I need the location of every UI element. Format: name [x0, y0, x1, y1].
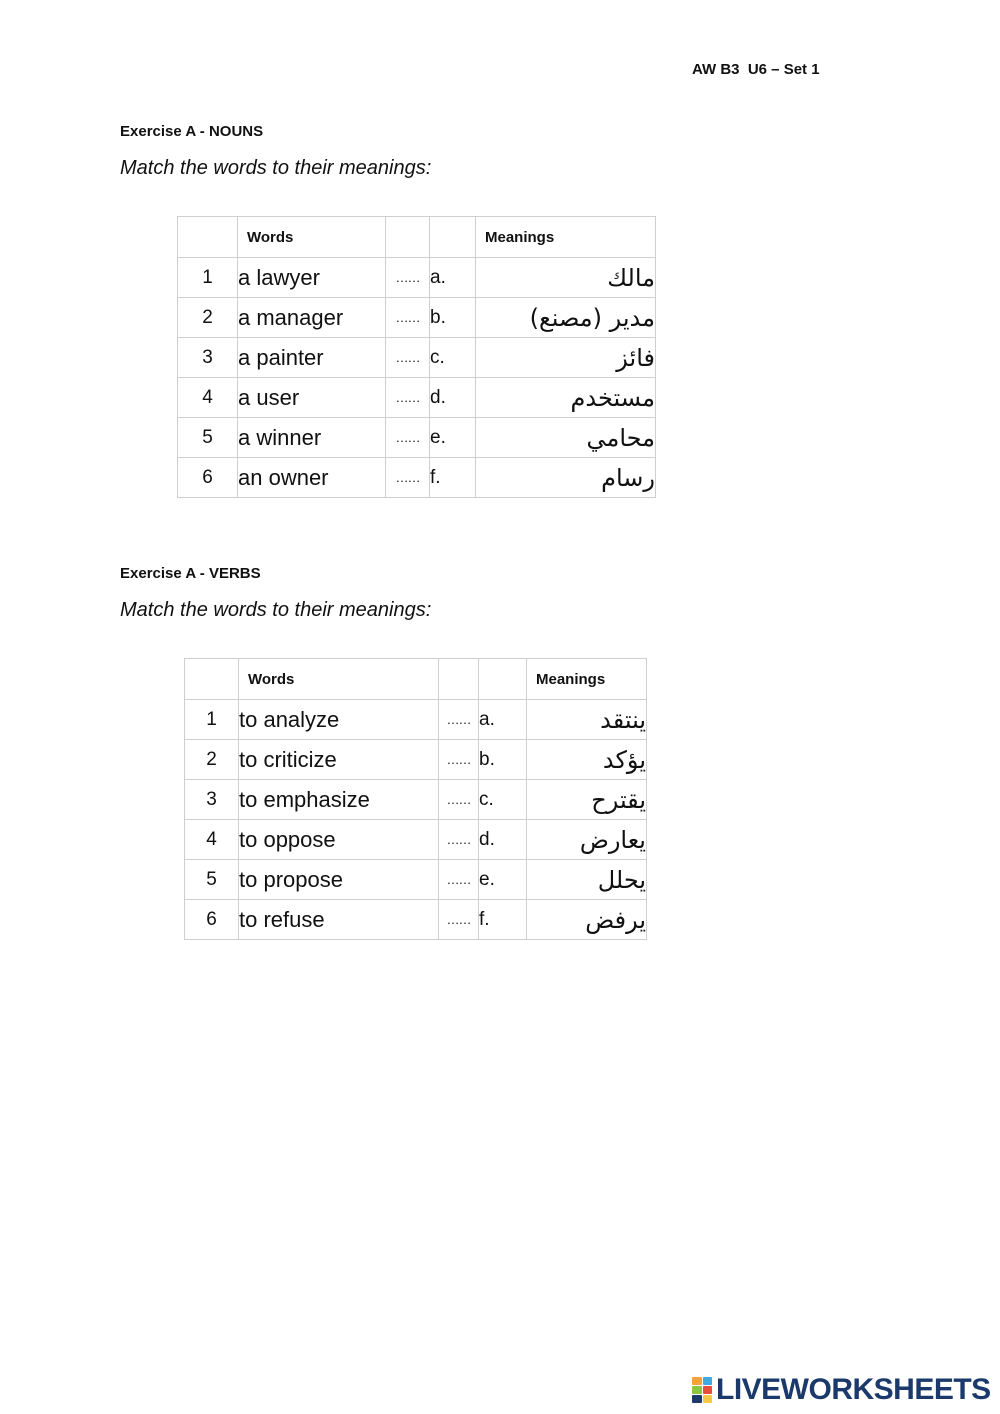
answer-blank[interactable]: ……: [439, 740, 479, 780]
liveworksheets-logo: [692, 1373, 991, 1407]
nouns-instruction: Match the words to their meanings:: [120, 157, 432, 179]
word-cell: a manager: [238, 298, 386, 338]
answer-header: [386, 217, 430, 258]
row-number: 4: [178, 378, 238, 418]
meaning-cell: محامي: [476, 418, 656, 458]
answer-blank[interactable]: ……: [386, 338, 430, 378]
row-number: 2: [185, 740, 239, 780]
meaning-cell: يؤكد: [527, 740, 647, 780]
logo-tile: [692, 1377, 702, 1385]
row-number: 1: [185, 700, 239, 740]
row-number: 3: [178, 338, 238, 378]
table-row: [185, 900, 647, 940]
meaning-cell: فائز: [476, 338, 656, 378]
meaning-letter: b.: [479, 740, 527, 780]
word-cell: to emphasize: [239, 780, 439, 820]
letter-header: [430, 217, 476, 258]
meaning-cell: مالك: [476, 258, 656, 298]
answer-blank[interactable]: ……: [439, 700, 479, 740]
answer-blank[interactable]: ……: [386, 418, 430, 458]
row-number: 2: [178, 298, 238, 338]
number-header: [178, 217, 238, 258]
letter-header: [479, 659, 527, 700]
number-header: [185, 659, 239, 700]
nouns-table: [177, 216, 656, 498]
meaning-cell: يقترح: [527, 780, 647, 820]
table-row: [178, 298, 656, 338]
nouns-header-row: [178, 217, 656, 258]
table-row: [185, 700, 647, 740]
meaning-cell: يرفض: [527, 900, 647, 940]
meanings-header: Meanings: [527, 659, 647, 700]
answer-blank[interactable]: ……: [386, 298, 430, 338]
table-row: [185, 780, 647, 820]
answer-blank[interactable]: ……: [439, 900, 479, 940]
table-row: [178, 258, 656, 298]
meaning-cell: مستخدم: [476, 378, 656, 418]
verbs-header-row: [185, 659, 647, 700]
table-row: [178, 458, 656, 498]
meaning-letter: e.: [479, 860, 527, 900]
meaning-letter: b.: [430, 298, 476, 338]
word-cell: to oppose: [239, 820, 439, 860]
meaning-cell: رسام: [476, 458, 656, 498]
meaning-cell: ينتقد: [527, 700, 647, 740]
answer-blank[interactable]: ……: [386, 258, 430, 298]
word-cell: to refuse: [239, 900, 439, 940]
worksheet-code: AW B3 U6 – Set 1: [692, 61, 820, 78]
row-number: 5: [185, 860, 239, 900]
row-number: 4: [185, 820, 239, 860]
table-row: [178, 418, 656, 458]
row-number: 1: [178, 258, 238, 298]
meaning-letter: f.: [479, 900, 527, 940]
verbs-table: [184, 658, 647, 940]
logo-tile: [703, 1395, 713, 1403]
answer-blank[interactable]: ……: [439, 860, 479, 900]
word-cell: to propose: [239, 860, 439, 900]
logo-tile: [692, 1395, 702, 1403]
word-cell: a painter: [238, 338, 386, 378]
words-header: Words: [239, 659, 439, 700]
meaning-letter: a.: [479, 700, 527, 740]
meaning-cell: مدير (مصنع): [476, 298, 656, 338]
answer-blank[interactable]: ……: [439, 780, 479, 820]
word-cell: an owner: [238, 458, 386, 498]
meaning-letter: f.: [430, 458, 476, 498]
answer-blank[interactable]: ……: [386, 458, 430, 498]
logo-tile: [703, 1386, 713, 1394]
logo-grid-icon: [692, 1377, 712, 1403]
row-number: 6: [185, 900, 239, 940]
answer-blank[interactable]: ……: [386, 378, 430, 418]
words-header: Words: [238, 217, 386, 258]
logo-tile: [692, 1386, 702, 1394]
meaning-letter: d.: [430, 378, 476, 418]
meanings-header: Meanings: [476, 217, 656, 258]
word-cell: a winner: [238, 418, 386, 458]
meaning-letter: a.: [430, 258, 476, 298]
table-row: [178, 338, 656, 378]
word-cell: a lawyer: [238, 258, 386, 298]
word-cell: to criticize: [239, 740, 439, 780]
verbs-exercise-title: Exercise A - VERBS: [120, 565, 261, 582]
table-row: [185, 820, 647, 860]
table-row: [185, 740, 647, 780]
logo-tile: [703, 1377, 713, 1385]
row-number: 6: [178, 458, 238, 498]
meaning-letter: e.: [430, 418, 476, 458]
answer-header: [439, 659, 479, 700]
nouns-exercise-title: Exercise A - NOUNS: [120, 123, 264, 140]
verbs-instruction: Match the words to their meanings:: [120, 599, 432, 621]
meaning-cell: يعارض: [527, 820, 647, 860]
row-number: 5: [178, 418, 238, 458]
meaning-letter: c.: [479, 780, 527, 820]
meaning-letter: d.: [479, 820, 527, 860]
word-cell: to analyze: [239, 700, 439, 740]
table-row: [185, 860, 647, 900]
word-cell: a user: [238, 378, 386, 418]
logo-text: LIVEWORKSHEETS: [716, 1373, 991, 1406]
meaning-letter: c.: [430, 338, 476, 378]
answer-blank[interactable]: ……: [439, 820, 479, 860]
table-row: [178, 378, 656, 418]
row-number: 3: [185, 780, 239, 820]
meaning-cell: يحلل: [527, 860, 647, 900]
